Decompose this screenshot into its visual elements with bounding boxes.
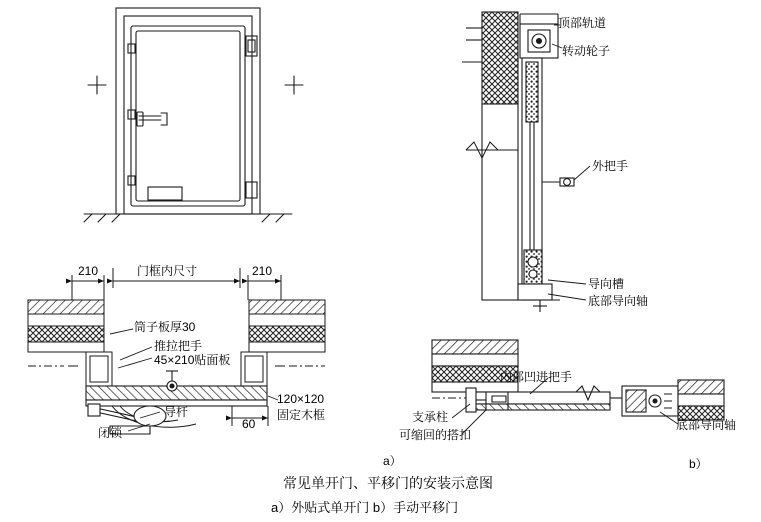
- label-box-board-thickness: 筒子板厚30: [134, 320, 196, 334]
- label-roller: 转动轮子: [562, 44, 611, 58]
- label-veneer-panel: 45×210贴面板: [154, 353, 231, 367]
- label-inner-recessed-handle: 内部凹进把手: [500, 370, 573, 384]
- panel-a-elevation: [84, 8, 303, 222]
- figure-title: 常见单开门、平移门的安装示意图: [283, 475, 493, 491]
- label-lock: 闭锁: [98, 426, 123, 440]
- label-guide-rod: 导杆: [164, 405, 189, 419]
- figure-subtitle: a）外贴式单开门 b）手动平移门: [271, 500, 459, 515]
- dim-left: 210: [78, 264, 99, 278]
- label-fixed-wood-frame-size: 120×120: [277, 392, 325, 406]
- label-push-pull-handle: 推拉把手: [154, 339, 203, 353]
- panel-b-plan: [432, 340, 724, 420]
- panel-b-tag: b）: [689, 457, 708, 471]
- label-bottom-guide-shaft-2: 底部导向轴: [676, 418, 737, 432]
- label-support-column: 支承柱: [412, 410, 449, 424]
- dim-60: 60: [242, 417, 256, 431]
- panel-b-section: [462, 12, 574, 312]
- label-outer-handle: 外把手: [592, 159, 629, 173]
- label-retractable-latch: 可缩回的搭扣: [399, 428, 472, 442]
- leader-lines: [110, 25, 678, 434]
- label-bottom-guide-shaft: 底部导向轴: [588, 294, 649, 308]
- dim-right: 210: [252, 264, 273, 278]
- panel-a-tag: a）: [383, 454, 402, 468]
- label-top-track: 顶部轨道: [558, 16, 607, 30]
- label-guide-slot: 导向槽: [588, 277, 625, 291]
- label-fixed-wood-frame: 固定木框: [277, 408, 326, 422]
- label-frame-inner-dim: 门框内尺寸: [137, 264, 198, 278]
